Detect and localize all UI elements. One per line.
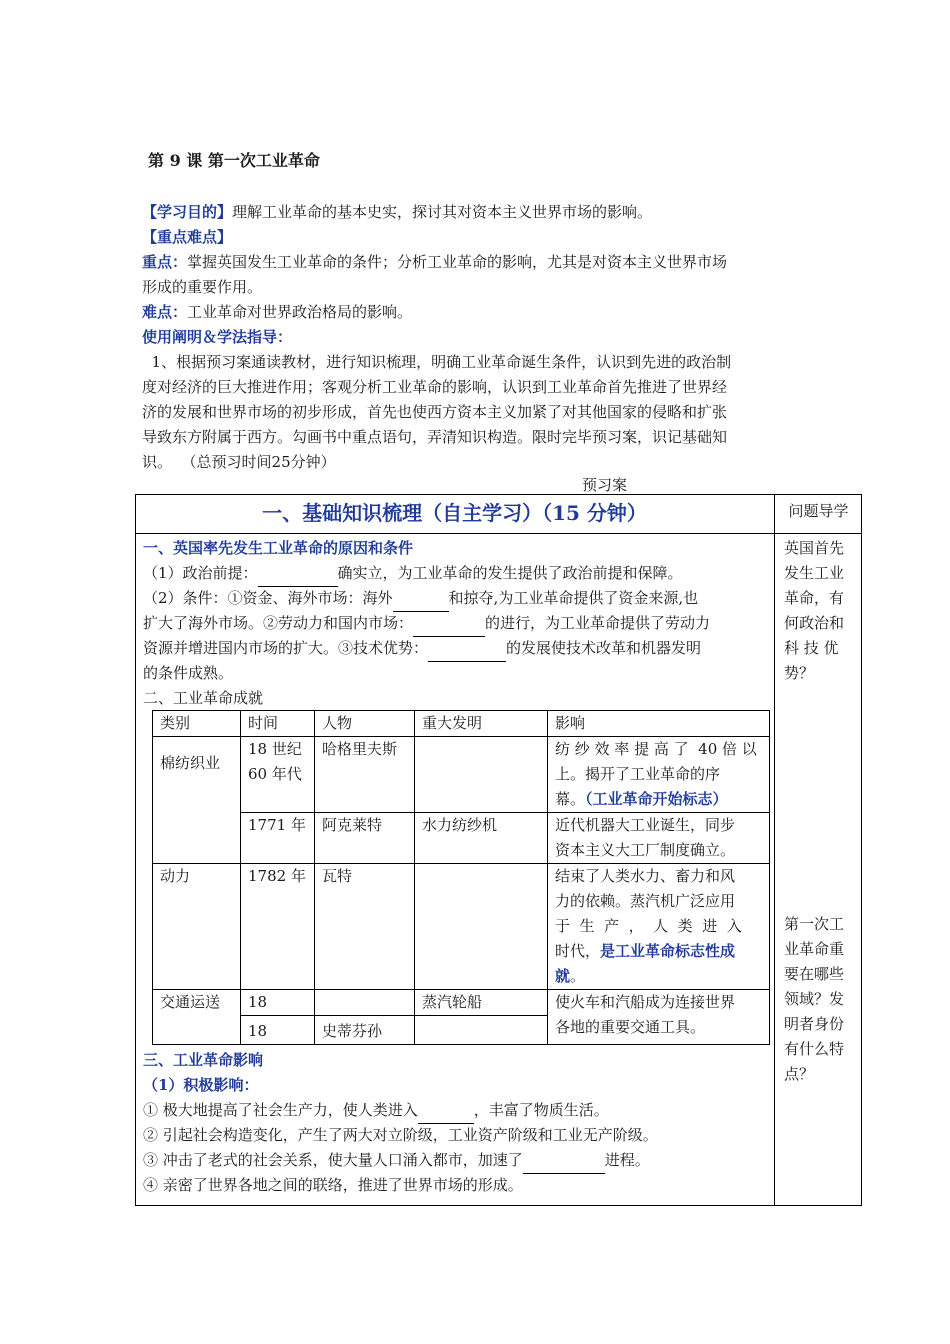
table-row — [153, 813, 770, 864]
cell-category: 交通运送 — [153, 990, 241, 1045]
impact-item-3: ③ 冲击了老式的社会关系，使大量人口涌入都市，加速了 进程。 — [143, 1148, 650, 1174]
part1-item-b-1: （2）条件：①资金、海外市场：海外 和掠夺,为工业革命提供了资金来源,也 — [143, 586, 698, 612]
table-row — [153, 990, 770, 1016]
header-invention: 重大发明 — [415, 711, 548, 737]
blank-labor[interactable] — [413, 611, 485, 637]
key-difficulty-label — [142, 225, 812, 250]
header-effect: 影响 — [548, 711, 770, 737]
table-row — [153, 737, 770, 813]
header-divider — [135, 533, 862, 534]
cell-effect: 近代机器大工业诞生，同步 资本主义大工厂制度确立。 — [548, 813, 770, 864]
achievements-table — [152, 710, 770, 1045]
part1-heading: 一、英国率先发生工业革命的原因和条件 — [143, 539, 414, 557]
key-point-text: 掌握英国发生工业革命的条件；分析工业革命的影响，尤其是对资本主义世界市场 — [187, 253, 728, 271]
header-person: 人物 — [315, 711, 415, 737]
key-label: 【重点难点】 — [142, 228, 233, 246]
difficulty-line — [142, 300, 812, 325]
guide-line-1: 1、根据预习案通读教材，进行知识梳理，明确工业革命诞生条件，认识到先进的政治制 — [142, 353, 732, 371]
part3-heading: 三、工业革命影响 — [143, 1051, 264, 1069]
cell-time: 18 — [241, 1016, 315, 1045]
part3-subheading: （1）积极影响： — [143, 1076, 259, 1094]
side-question-1: 英国首先 发生工业 革命，有 何政治和 科 技 优 势？ — [784, 539, 845, 682]
impact-item-2: ② 引起社会构造变化，产生了两大对立阶级，工业资产阶级和工业无产阶级。 — [143, 1126, 658, 1144]
blank-era[interactable] — [418, 1098, 474, 1124]
guide-label: 使用阐明＆学法指导： — [142, 328, 293, 346]
cell-person: 阿克莱特 — [315, 813, 415, 864]
difficulty-text: 工业革命对世界政治格局的影响。 — [187, 303, 413, 321]
cell-person — [315, 990, 415, 1016]
blank-tech[interactable] — [428, 636, 506, 662]
cell-invention — [415, 1016, 548, 1045]
cell-effect: 纺 纱 效 率 提 高 了 40 倍 以 上。揭开了工业革命的序 幕。（工业革命开始标志） — [548, 737, 770, 813]
guide-line-4: 导致东方附属于西方。勾画书中重点语句，弄清知识构造。限时完毕预习案，识记基础知 — [142, 428, 728, 446]
cell-time: 18 世纪 60 年代 — [241, 737, 315, 813]
blank-urbanization[interactable] — [523, 1148, 605, 1174]
cell-time: 1771 年 — [241, 813, 315, 864]
blank-overseas[interactable] — [393, 586, 449, 612]
cell-category: 动力 — [153, 864, 241, 990]
key-point-line-2: 形成的重要作用。 — [142, 278, 263, 296]
guide-label-line — [142, 325, 812, 350]
table-row — [153, 864, 770, 990]
cell-person: 瓦特 — [315, 864, 415, 990]
lesson-title: 第 9 课 第一次工业革命 — [148, 151, 320, 170]
main-heading: 一、基础知识梳理（自主学习）（15 分钟） — [262, 501, 647, 525]
table-header-row — [153, 711, 770, 737]
guide-line-3: 济的发展和世界市场的初步形成，首先也使西方资本主义加紧了对其他国家的侵略和扩张 — [142, 403, 728, 421]
cell-time: 1782 年 — [241, 864, 315, 990]
part2-heading: 二、工业革命成就 — [143, 689, 264, 707]
side-heading: 问题导学 — [788, 502, 849, 520]
objective-line — [142, 200, 812, 225]
cell-invention: 蒸汽轮船 — [415, 990, 548, 1016]
objective-text: 理解工业革命的基本史实，探讨其对资本主义世界市场的影响。 — [232, 203, 653, 221]
cell-person: 史蒂芬孙 — [315, 1016, 415, 1045]
objective-label: 【学习目的】 — [142, 203, 233, 221]
cell-effect: 使火车和汽船成为连接世界 各地的重要交通工具。 — [548, 990, 770, 1045]
column-divider — [774, 494, 775, 1206]
impact-item-1: ① 极大地提高了社会生产力，使人类进入 ，丰富了物质生活。 — [143, 1098, 609, 1124]
part1-item-b-2: 扩大了海外市场。②劳动力和国内市场： 的进行，为工业革命提供了劳动力 — [143, 611, 710, 637]
header-category: 类别 — [153, 711, 241, 737]
blank-political[interactable] — [258, 561, 338, 587]
part1-item-b-4: 的条件成熟。 — [143, 664, 234, 682]
cell-invention: 水力纺纱机 — [415, 813, 548, 864]
cell-category: 棉纺织业 — [153, 737, 241, 864]
impact-item-4: ④ 亲密了世界各地之间的联络，推进了世界市场的形成。 — [143, 1176, 523, 1194]
cell-effect: 结束了人类水力、畜力和风 力的依赖。蒸汽机广泛应用 于 生 产 ， 人 类 进 入 时代，是工业革命标志性成 就。 — [548, 864, 770, 990]
part1-item-b-3: 资源并增进国内市场的扩大。③技术优势： 的发展使技术改革和机器发明 — [143, 636, 701, 662]
key-point-label: 重点： — [142, 253, 188, 271]
part1-item-a: （1）政治前提： 确实立，为工业革命的发生提供了政治前提和保障。 — [143, 561, 683, 587]
guide-line-2: 度对经济的巨大推进作用；客观分析工业革命的影响，认识到工业革命首先推进了世界经 — [142, 378, 728, 396]
cell-person: 哈格里夫斯 — [315, 737, 415, 813]
cell-invention — [415, 864, 548, 990]
cell-time: 18 — [241, 990, 315, 1016]
guide-line-5: 识。 （总预习时间25分钟） — [142, 453, 336, 471]
header-time: 时间 — [241, 711, 315, 737]
difficulty-label: 难点： — [142, 303, 188, 321]
key-point-line — [142, 250, 812, 275]
cell-invention — [415, 737, 548, 813]
section-label: 预习案 — [582, 476, 628, 494]
side-question-2: 第一次工 业革命重 要在哪些 领域？发 明者身份 有什么特 点？ — [784, 915, 845, 1083]
